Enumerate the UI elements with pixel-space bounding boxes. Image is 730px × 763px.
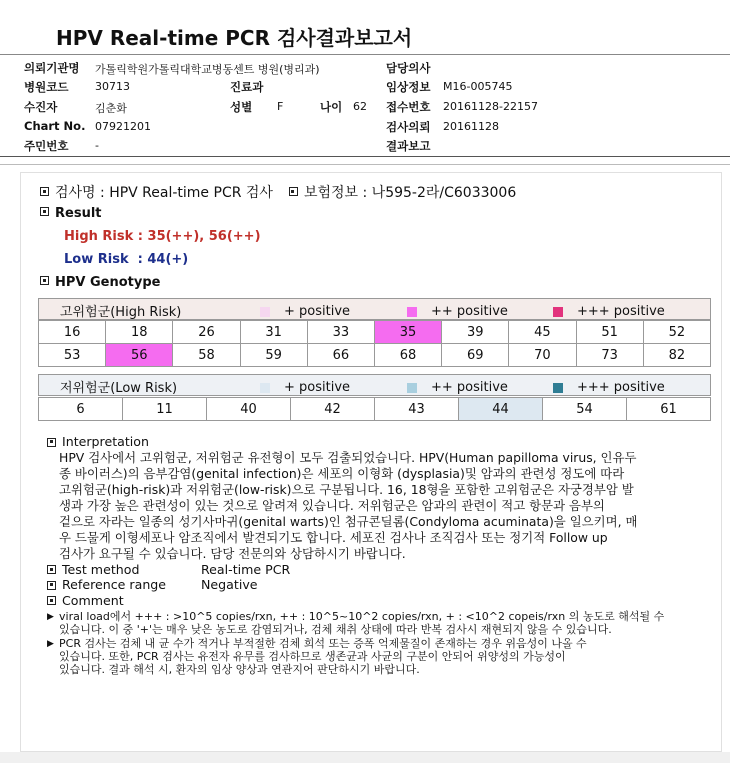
bullet-square-icon [47,565,56,574]
genotype-cell-40: 40 [207,398,291,421]
interpretation-line: 종 바이러스)의 음부감염(genital infection)은 세포의 이형화 (dysplasia)및 암과의 관련성 정도에 따라 [59,466,625,481]
request-date-label: 검사의뢰 [386,120,431,134]
genotype-cell-39: 39 [442,321,509,344]
insurance-info: 보험정보 : 나595-2라/C6033006 [303,185,517,201]
legend-swatch-plus [260,383,270,393]
legend-swatch-plus-plus-plus [553,307,563,317]
interpretation-line: 생과 가장 높은 관련성이 있는 것으로 알려져 있습니다. 저위험군은 암과의 관련이 적고 항문과 음부의 [59,498,605,513]
legend-plus: + positive [260,380,350,395]
genotype-cell-43: 43 [375,398,459,421]
comment-text [59,610,664,636]
genotype-cell-54: 54 [543,398,627,421]
institution-label: 의뢰기관명 [24,61,80,75]
genotype-cell-59: 59 [240,344,307,367]
legend-swatch-plus-plus [407,383,417,393]
genotype-cell-35: 35 [374,321,441,344]
genotype-cell-16: 16 [39,321,106,344]
legend-swatch-plus-plus-plus [553,383,563,393]
result-heading: Result [40,206,102,221]
bullet-square-icon [40,276,49,285]
genotype-cell-53: 53 [39,344,106,367]
header-bottom-rule [0,156,730,157]
bullet-square-icon [289,187,298,196]
comment-text-line: 있습니다. 결과 해석 시, 환자의 임상 양상과 연관지어 판단하시기 바랍니다. [59,662,420,676]
low-risk-genotype-table [38,397,711,421]
bullet-square-icon [40,187,49,196]
bullet-square-icon [47,438,56,447]
genotype-cell-31: 31 [240,321,307,344]
genotype-cell-56: 56 [106,344,173,367]
genotype-cell-18: 18 [106,321,173,344]
test-method-row: Test method Real-time PCR [47,562,697,578]
comment-text-line: 있습니다. 또한, PCR 검사는 유전자 유무를 검사하므로 생존균과 사균의 구분이 안되어 위양성의 가능성이 [59,649,566,663]
institution-value: 가톨릭학원가톨릭대학교병동센트 병원(병리과) [95,63,320,76]
age-value: 62 [353,100,367,113]
genotype-cell-73: 73 [576,344,643,367]
low-risk-group-label: 저위험군(Low Risk) [60,381,178,396]
comment-list [47,610,697,676]
genotype-cell-68: 68 [374,344,441,367]
genotype-cell-61: 61 [627,398,711,421]
chart-no-label: Chart No. [24,119,86,133]
reference-range-value: Negative [201,577,258,593]
age-label: 나이 [320,100,343,114]
genotype-cell-45: 45 [509,321,576,344]
low-risk-group-header [38,374,711,396]
bullet-square-icon [47,581,56,590]
legend-swatch-plus-plus [407,307,417,317]
legend-plus-plus-plus: +++ positive [553,304,665,319]
interpretation-line: HPV 검사에서 고위험군, 저위험군 유전형이 모두 검출되었습니다. HPV(Human papilloma virus, 인유두 [59,450,637,465]
arrow-bullet-icon: ▶ [47,611,54,622]
genotype-cell-42: 42 [291,398,375,421]
patient-value: 김춘화 [95,102,127,115]
comment-heading: Comment [47,593,697,609]
genotype-row [39,321,711,344]
test-info-line [40,182,516,202]
genotype-cell-26: 26 [173,321,240,344]
interpretation-line: 겉으로 자라는 일종의 성기사마귀(genital warts)인 첨규콘딜롬(Condyloma acuminata)을 일으키며, 매 [59,514,638,529]
low-risk-result: Low Risk : 44(+) [64,252,189,267]
receipt-no-label: 접수번호 [386,100,431,114]
header-bottom-rule-2 [0,164,730,165]
genotype-cell-66: 66 [307,344,374,367]
receipt-no-value: 20161128-22157 [443,100,538,113]
resident-no-value: - [95,139,99,152]
bullet-square-icon [47,596,56,605]
comment-item [47,637,697,676]
legend-plus: + positive [260,304,350,319]
sex-label: 성별 [230,100,253,114]
clinical-info-label: 임상정보 [386,80,431,94]
genotype-cell-82: 82 [643,344,710,367]
header-divider [0,54,730,55]
genotype-cell-6: 6 [39,398,123,421]
high-risk-group-header [38,298,711,320]
test-name: 검사명 : HPV Real-time PCR 검사 [55,185,273,201]
comment-text [59,637,587,676]
interpretation-heading: Interpretation [47,434,697,450]
high-risk-genotype-table [38,320,711,367]
interpretation-line: 검사가 요구될 수 있습니다. 담당 전문의와 상담하시기 바랍니다. [59,546,406,561]
genotype-cell-70: 70 [509,344,576,367]
comment-text-line: viral load에서 +++ : >10^5 copies/rxn, ++ : 10^5~10^2 copies/rxn, + : <10^2 copeis/rxn 의 농도로 해석될 수 [59,609,665,623]
sex-value: F [277,100,284,113]
comment-text-line: 있습니다. 이 중 '+'는 매우 낮은 농도로 감염되거나, 검체 채취 상태에 따라 반복 검사시 재현되지 않을 수 있습니다. [59,622,612,636]
interpretation-text [47,450,697,562]
hospital-code-label: 병원코드 [24,80,69,94]
clinical-info-value: M16-005745 [443,80,513,93]
doctor-label: 담당의사 [386,61,431,75]
genotype-cell-33: 33 [307,321,374,344]
genotype-cell-51: 51 [576,321,643,344]
interpretation-section [47,434,697,676]
page-bottom-band [0,752,730,763]
genotype-cell-69: 69 [442,344,509,367]
genotype-cell-11: 11 [123,398,207,421]
hospital-code-value: 30713 [95,80,130,93]
interpretation-line: 고위험군(high-risk)과 저위험군(low-risk)으로 구분됩니다. 16, 18형을 포함한 고위험군은 자궁경부암 발 [59,482,634,497]
patient-label: 수진자 [24,100,58,114]
interpretation-line: 우 드물게 이형세포나 암조직에서 발견되기도 합니다. 세포진 검사나 조직검사 또는 정기적 Follow up [59,530,608,545]
reference-range-row: Reference range Negative [47,578,697,594]
genotype-cell-44: 44 [459,398,543,421]
chart-no-value: 07921201 [95,120,151,133]
legend-plus-plus-plus: +++ positive [553,380,665,395]
result-report-label: 결과보고 [386,139,431,153]
high-risk-group-label: 고위험군(High Risk) [60,305,182,320]
legend-swatch-plus [260,307,270,317]
bullet-square-icon [40,207,49,216]
genotype-row [39,398,711,421]
test-method-value: Real-time PCR [201,561,291,577]
resident-no-label: 주민번호 [24,139,69,153]
department-label: 진료과 [230,80,264,94]
genotype-cell-58: 58 [173,344,240,367]
comment-item [47,610,697,636]
genotype-heading: HPV Genotype [40,275,160,290]
comment-text-line: PCR 검사는 검체 내 균 수가 적거나 부적절한 검체 희석 또는 증폭 억제물질이 존재하는 경우 위음성이 나올 수 [59,636,587,650]
legend-plus-plus: ++ positive [407,304,508,319]
report-title: HPV Real-time PCR 검사결과보고서 [56,26,413,50]
high-risk-result: High Risk : 35(++), 56(++) [64,229,261,244]
arrow-bullet-icon: ▶ [47,638,54,649]
request-date-value: 20161128 [443,120,499,133]
genotype-row [39,344,711,367]
genotype-cell-52: 52 [643,321,710,344]
legend-plus-plus: ++ positive [407,380,508,395]
